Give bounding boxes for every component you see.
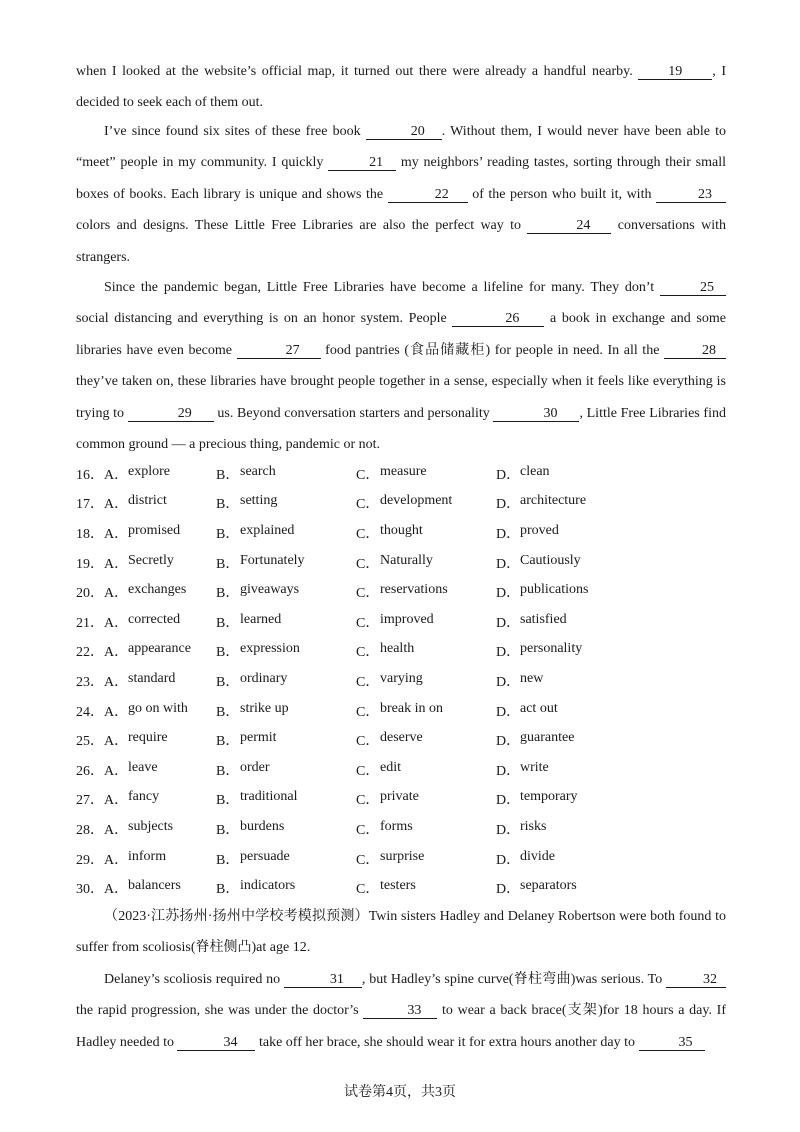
blank-25[interactable]: 25 [660, 280, 726, 296]
option-a[interactable]: A． promised [104, 522, 181, 542]
question-number: 21． [76, 615, 104, 631]
question-number: 28． [76, 822, 104, 838]
option-c[interactable]: C． thought [356, 522, 423, 542]
option-a[interactable]: A． fancy [104, 789, 160, 809]
passage1-paragraph-3: Since the pandemic began, Little Free Libraries have become a lifeline for many. They don’t 25 social distancing and everything is on an honor system. People 26 a book in exchange and some libraries have even become 27 food pantries (食品储藏柜) for people in need. In all the 28 they’ve taken on, these libraries have brought people together in a sense, especially when it feels like everything is trying to 29 us. Beyond conversation starters and personality 30 , Little Free Libraries find common ground — a precious thing, pandemic or not. [76, 280, 726, 453]
option-d[interactable]: D． risks [496, 818, 547, 838]
question-number: 17． [76, 497, 104, 513]
option-b[interactable]: B． giveaways [216, 582, 300, 602]
option-d[interactable]: D． new [496, 670, 544, 690]
option-a[interactable]: A． require [104, 730, 168, 750]
option-b[interactable]: B． strike up [216, 700, 289, 720]
question-row [76, 873, 736, 903]
option-b[interactable]: B． indicators [216, 878, 296, 898]
blank-26[interactable]: 26 [452, 311, 544, 327]
option-d[interactable]: D． proved [496, 522, 559, 542]
question-number: 22． [76, 645, 104, 661]
option-b[interactable]: B． expression [216, 641, 300, 661]
option-d[interactable]: D． guarantee [496, 730, 575, 750]
option-b[interactable]: B． explained [216, 522, 295, 542]
option-c[interactable]: C． health [356, 641, 415, 661]
option-b[interactable]: B． Fortunately [216, 552, 305, 572]
option-d[interactable]: D． publications [496, 582, 589, 602]
blank-35[interactable]: 35 [639, 1035, 705, 1051]
option-c[interactable]: C． improved [356, 611, 434, 631]
blank-22[interactable]: 22 [388, 187, 468, 203]
options-list [76, 459, 736, 903]
option-a[interactable]: A． district [104, 493, 167, 513]
question-row [76, 785, 736, 815]
option-c[interactable]: C． surprise [356, 848, 425, 868]
question-number: 27． [76, 793, 104, 809]
option-b[interactable]: B． order [216, 759, 270, 779]
blank-28[interactable]: 28 [664, 343, 726, 359]
option-b[interactable]: B． search [216, 463, 276, 483]
question-number: 19． [76, 556, 104, 572]
option-a[interactable]: A． subjects [104, 818, 174, 838]
source-label: （2023·江苏扬州·扬州中学校考模拟预测） [104, 909, 369, 924]
question-row [76, 725, 736, 755]
option-b[interactable]: B． learned [216, 611, 282, 631]
option-a[interactable]: A． exchanges [104, 582, 187, 602]
question-row [76, 637, 736, 667]
passage2-intro: （2023·江苏扬州·扬州中学校考模拟预测）Twin sisters Hadley and Delaney Robertson were both found to suffer from scoliosis(脊柱侧凸)at age 12. [76, 909, 726, 956]
question-row [76, 666, 736, 696]
option-c[interactable]: C． development [356, 493, 453, 513]
option-b[interactable]: B． ordinary [216, 670, 288, 690]
question-row [76, 607, 736, 637]
blank-34[interactable]: 34 [177, 1035, 255, 1051]
option-a[interactable]: A． corrected [104, 611, 181, 631]
option-b[interactable]: B． setting [216, 493, 278, 513]
passage2-paragraph-1: Delaney’s scoliosis required no 31 , but Hadley’s spine curve(脊柱弯曲)was serious. To 32 the rapid progression, she was under the doctor’s 33 to wear a back brace(支架)for 18 hours a day. If Hadley needed to 34 take off her brace, she should wear it for extra hours another day to 35 [76, 972, 727, 1050]
option-b[interactable]: B． burdens [216, 818, 285, 838]
question-number: 25． [76, 734, 104, 750]
blank-32[interactable]: 32 [666, 972, 726, 988]
blank-21[interactable]: 21 [328, 155, 396, 171]
question-row [76, 489, 736, 519]
option-c[interactable]: C． private [356, 789, 419, 809]
question-number: 20． [76, 586, 104, 602]
question-row [76, 577, 736, 607]
blank-23[interactable]: 23 [656, 187, 726, 203]
question-number: 29． [76, 852, 104, 868]
question-number: 30． [76, 882, 104, 898]
question-row [76, 844, 736, 874]
blank-27[interactable]: 27 [237, 343, 321, 359]
option-c[interactable]: C． testers [356, 878, 416, 898]
option-d[interactable]: D． separators [496, 878, 577, 898]
option-c[interactable]: C． break in on [356, 700, 443, 720]
passage1-paragraph-2: I’ve since found six sites of these free book 20 . Without them, I would never have been able to “meet” people in my community. I quickly 21 my neighbors’ reading tastes, sorting through their small boxes of books. Each library is unique and shows the 22 of the person who built it, with 23 colors and designs. These Little Free Libraries are also the perfect way to 24 conversations with strangers. [76, 124, 726, 265]
option-a[interactable]: A． balancers [104, 878, 181, 898]
option-a[interactable]: A． explore [104, 463, 170, 483]
option-d[interactable]: D． temporary [496, 789, 578, 809]
blank-24[interactable]: 24 [527, 218, 611, 234]
option-d[interactable]: D． satisfied [496, 611, 567, 631]
page-footer: 试卷第4页，共3页 [344, 1085, 456, 1100]
option-c[interactable]: C． measure [356, 463, 427, 483]
option-d[interactable]: D． clean [496, 463, 550, 483]
option-c[interactable]: C． Naturally [356, 552, 433, 572]
option-c[interactable]: C． edit [356, 759, 401, 779]
option-d[interactable]: D． write [496, 759, 549, 779]
option-d[interactable]: D． personality [496, 641, 583, 661]
blank-30[interactable]: 30 [493, 406, 579, 422]
question-number: 23． [76, 674, 104, 690]
option-c[interactable]: C． deserve [356, 730, 423, 750]
option-d[interactable]: D． divide [496, 848, 555, 868]
question-row [76, 814, 736, 844]
blank-31[interactable]: 31 [284, 972, 362, 988]
option-a[interactable]: A． Secretly [104, 552, 174, 572]
question-row [76, 755, 736, 785]
question-row [76, 548, 736, 578]
option-c[interactable]: C． reservations [356, 582, 448, 602]
option-c[interactable]: C． forms [356, 818, 413, 838]
question-number: 26． [76, 763, 104, 779]
blank-33[interactable]: 33 [363, 1003, 437, 1019]
option-d[interactable]: D． Cautiously [496, 552, 581, 572]
question-number: 18． [76, 526, 104, 542]
question-row [76, 459, 736, 489]
question-row [76, 696, 736, 726]
option-a[interactable]: A． inform [104, 848, 167, 868]
blank-20[interactable]: 20 [366, 124, 442, 140]
option-d[interactable]: D． architecture [496, 493, 587, 513]
option-a[interactable]: A． go on with [104, 700, 188, 720]
question-number: 16． [76, 467, 104, 483]
option-a[interactable]: A． standard [104, 670, 176, 690]
option-b[interactable]: B． permit [216, 730, 277, 750]
blank-19[interactable]: 19 [638, 64, 712, 80]
question-row [76, 518, 736, 548]
option-a[interactable]: A． appearance [104, 641, 191, 661]
blank-29[interactable]: 29 [128, 406, 214, 422]
option-a[interactable]: A． leave [104, 759, 158, 779]
question-number: 24． [76, 704, 104, 720]
passage1-paragraph-1: when I looked at the website’s official map, it turned out there were already a handful nearby. 19 , I decided to seek each of them out. [76, 64, 726, 111]
option-b[interactable]: B． traditional [216, 789, 298, 809]
option-d[interactable]: D． act out [496, 700, 558, 720]
option-b[interactable]: B． persuade [216, 848, 290, 868]
option-c[interactable]: C． varying [356, 670, 423, 690]
